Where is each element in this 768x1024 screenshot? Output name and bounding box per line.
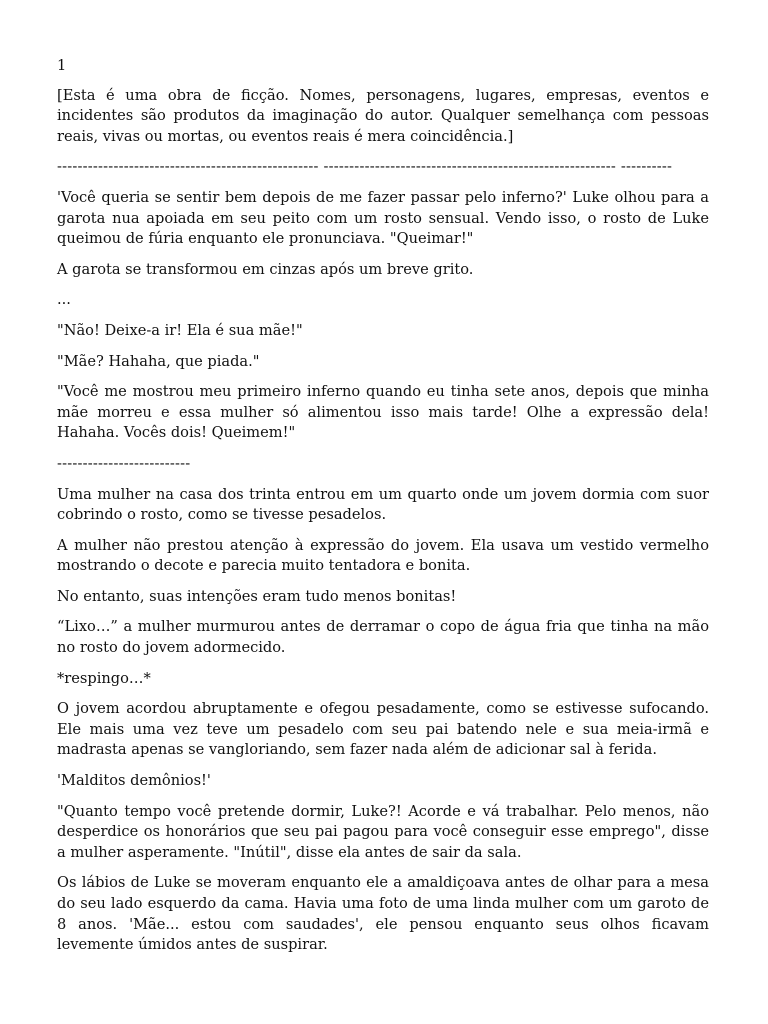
paragraph: O jovem acordou abruptamente e ofegou pesadamente, como se estivesse sufocando. Ele mais uma vez teve um pesadelo com seu pai batendo nele e sua meia-irmã e madrasta apenas se vangloriando, sem fazer nada além de adicionar sal à ferida. xyxy=(57,700,709,759)
paragraph: Os lábios de Luke se moveram enquanto ele a amaldiçoava antes de olhar para a mesa do seu lado esquerdo da cama. Havia uma foto de uma linda mulher com um garoto de 8 anos. 'Mãe... estou com saudades', ele pensou enquanto seus olhos ficavam levemente úmidos antes de suspirar. xyxy=(57,874,709,954)
paragraph: A garota se transformou em cinzas após um breve grito. xyxy=(57,260,474,278)
paragraph: "Você me mostrou meu primeiro inferno quando eu tinha sete anos, depois que minha mãe morreu e essa mulher só alimentou isso mais tarde! Olhe a expressão dela! Hahaha. Vocês dois! Queimem!" xyxy=(57,383,709,442)
disclaimer-paragraph: [Esta é uma obra de ficção. Nomes, personagens, lugares, empresas, eventos e incidentes são produtos da imaginação do autor. Qualquer semelhança com pessoas reais, vivas ou mortas, ou eventos reais é mera coincidência.] xyxy=(57,86,709,145)
page-number: 1 xyxy=(57,57,67,74)
paragraph: 'Malditos demônios!' xyxy=(57,772,211,790)
paragraph: "Não! Deixe-a ir! Ela é sua mãe!" xyxy=(57,321,303,339)
document-page xyxy=(57,56,709,966)
paragraph: A mulher não prestou atenção à expressão do jovem. Ela usava um vestido vermelho mostrando o decote e parecia muito tentadora e bonita. xyxy=(57,536,709,575)
paragraph: "Quanto tempo você pretende dormir, Luke?! Acorde e vá trabalhar. Pelo menos, não desperdice os honorários que seu pai pagou para você conseguir esse emprego", disse a mulher asperamente. "Inútil", disse ela antes de sair da sala. xyxy=(57,802,709,861)
paragraph: "Mãe? Hahaha, que piada." xyxy=(57,352,260,370)
paragraph: No entanto, suas intenções eram tudo menos bonitas! xyxy=(57,587,457,605)
separator-short: -------------------------- xyxy=(57,454,191,472)
paragraph: *respingo…* xyxy=(57,669,151,687)
paragraph: 'Você queria se sentir bem depois de me fazer passar pelo inferno?' Luke olhou para a garota nua apoiada em seu peito com um rosto sensual. Vendo isso, o rosto de Luke queimou de fúria enquanto ele pronunciava. "Queimar!" xyxy=(57,188,709,248)
paragraph: Uma mulher na casa dos trinta entrou em um quarto onde um jovem dormia com suor cobrindo o rosto, como se tivesse pesadelos. xyxy=(57,485,709,524)
paragraph: ... xyxy=(57,291,71,309)
separator-long: --------------------------------------------------- --------------------------------------------------------- ---------- xyxy=(57,158,673,176)
paragraph: “Lixo…” a mulher murmurou antes de derramar o copo de água fria que tinha na mão no rosto do jovem adormecido. xyxy=(57,618,709,657)
